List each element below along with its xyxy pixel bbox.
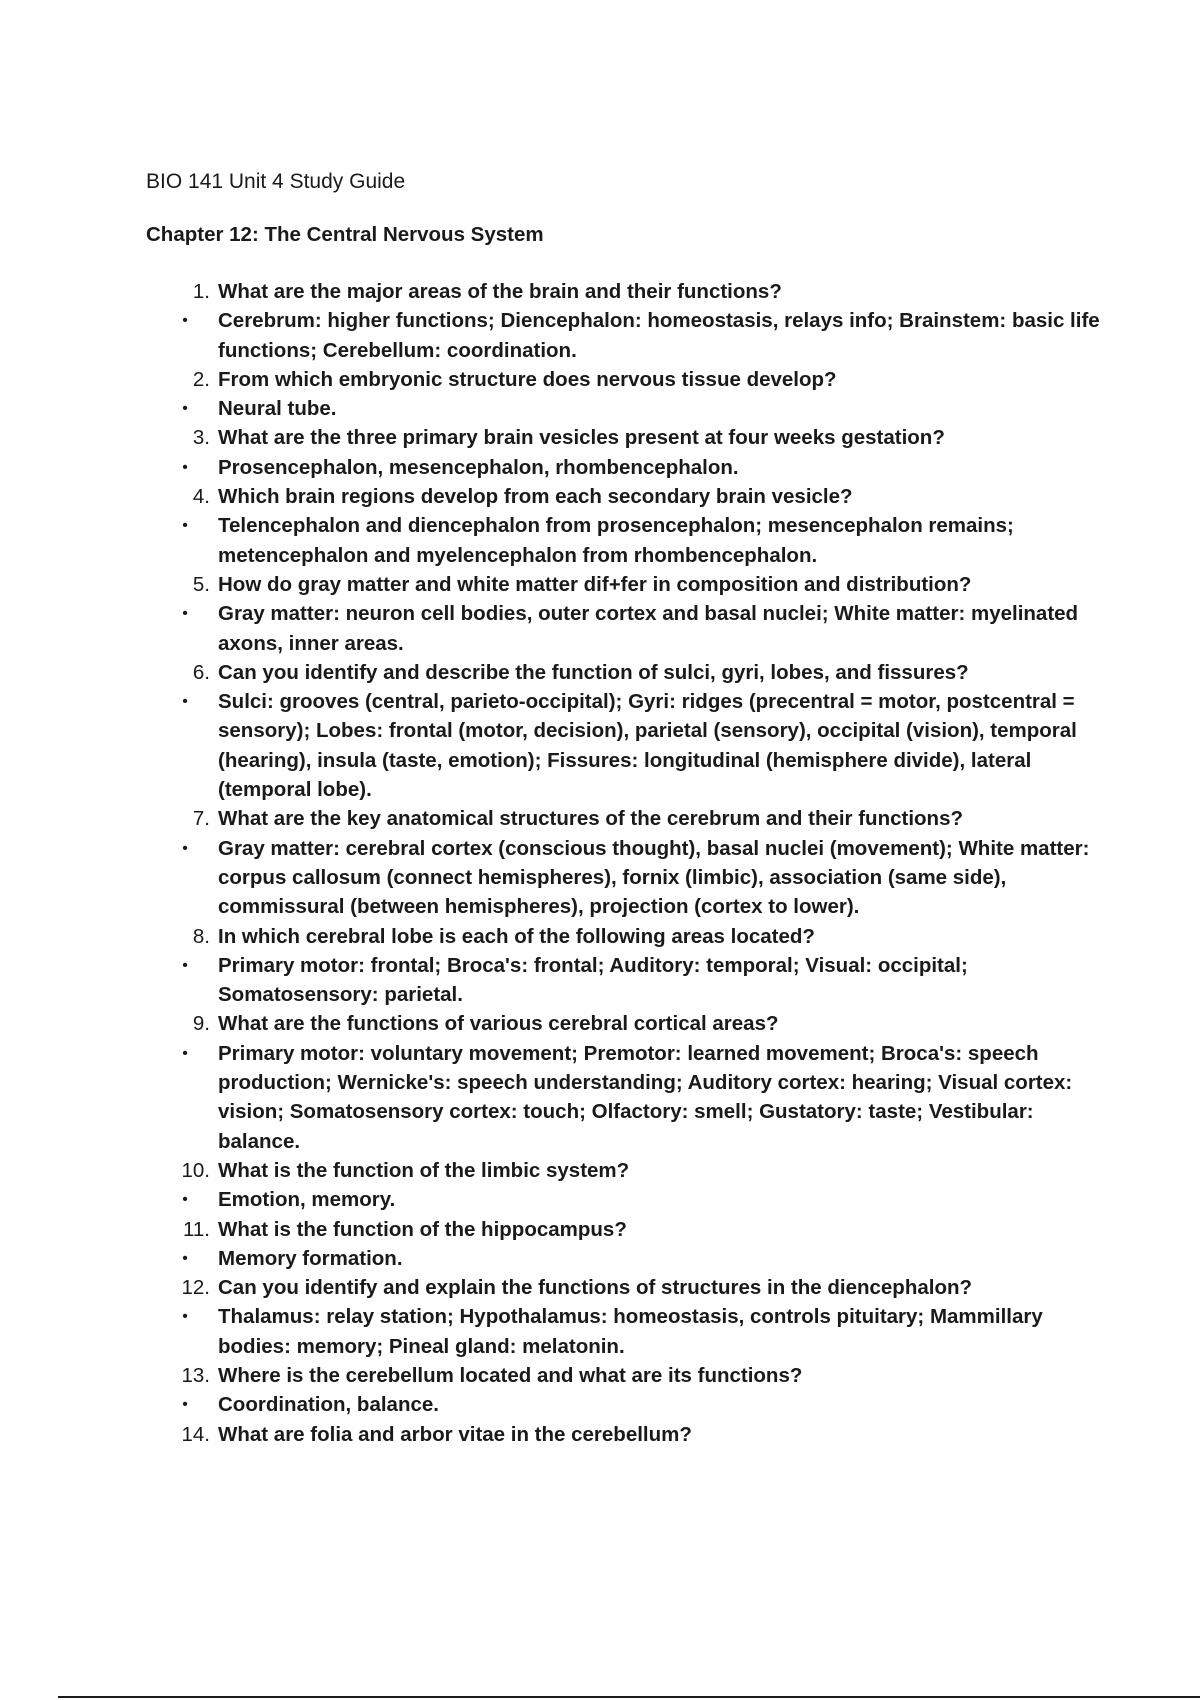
answer-text: Emotion, memory. — [218, 1188, 396, 1212]
answer-item — [170, 1185, 1100, 1214]
question-text: Where is the cerebellum located and what are its functions? — [218, 1363, 803, 1387]
question-text: In which cerebral lobe is each of the following areas located? — [218, 924, 815, 948]
answer-text: Neural tube. — [218, 397, 337, 421]
answer-text: Primary motor: voluntary movement; Premotor: learned movement; Broca's: speech production; Wernicke's: speech understanding; Auditory cortex: hearing; Visual cortex: vision; Somatosensory cortex: touch; Olfactory: smell; Gustatory: taste; Vestibular: balance. — [218, 1041, 1073, 1153]
question-text: Which brain regions develop from each secondary brain vesicle? — [218, 485, 853, 509]
question-number: 10. — [181, 1158, 210, 1182]
document-title: BIO 141 Unit 4 Study Guide — [146, 170, 406, 193]
answer-item — [170, 1039, 1100, 1156]
chapter-heading: Chapter 12: The Central Nervous System — [146, 223, 544, 246]
question-item — [170, 277, 1100, 306]
question-number: 8. — [192, 924, 210, 948]
bullet-marker: • — [182, 605, 188, 623]
answer-text: Primary motor: frontal; Broca's: frontal; Auditory: temporal; Visual: occipital; Somatosensory: parietal. — [218, 953, 968, 1007]
page-bottom-rule — [58, 1696, 1200, 1698]
question-item — [170, 570, 1100, 599]
question-item — [170, 482, 1100, 511]
question-item — [170, 658, 1100, 687]
question-number: 3. — [192, 426, 210, 450]
answer-text: Gray matter: cerebral cortex (conscious thought), basal nuclei (movement); White matter: corpus callosum (connect hemispheres), fornix (limbic), association (same side), commissural (between hemispheres), projection (cortex to lower). — [218, 836, 1090, 919]
answer-text: Cerebrum: higher functions; Diencephalon: homeostasis, relays info; Brainstem: basic life functions; Cerebellum: coordination. — [218, 309, 1100, 362]
answer-text: Memory formation. — [218, 1246, 403, 1270]
answer-text: Gray matter: neuron cell bodies, outer cortex and basal nuclei; White matter: myelinated axons, inner areas. — [218, 602, 1079, 655]
question-item — [170, 423, 1100, 452]
question-text: Can you identify and describe the function of sulci, gyri, lobes, and fissures? — [218, 660, 969, 684]
question-item — [170, 1420, 1100, 1449]
answer-item — [170, 951, 1100, 1010]
bullet-marker: • — [182, 1396, 188, 1414]
bullet-marker: • — [182, 1191, 188, 1209]
question-number: 4. — [192, 485, 210, 509]
answer-text: Telencephalon and diencephalon from prosencephalon; mesencephalon remains; metencephalon and myelencephalon from rhombencephalon. — [218, 514, 1014, 567]
question-number: 14. — [181, 1422, 210, 1446]
bullet-marker: • — [182, 458, 188, 476]
question-text: What are folia and arbor vitae in the cerebellum? — [218, 1422, 692, 1446]
question-text: What are the key anatomical structures of the cerebrum and their functions? — [218, 807, 963, 831]
bullet-marker: • — [182, 1308, 188, 1326]
question-text: What is the function of the limbic system? — [218, 1158, 630, 1182]
answer-text: Prosencephalon, mesencephalon, rhombencephalon. — [218, 455, 739, 479]
question-item — [170, 1156, 1100, 1185]
question-item — [170, 804, 1100, 833]
answer-item — [170, 1244, 1100, 1273]
question-text: From which embryonic structure does nervous tissue develop? — [218, 367, 837, 391]
answer-item — [170, 834, 1100, 922]
question-text: What is the function of the hippocampus? — [218, 1217, 627, 1241]
question-item — [170, 1009, 1100, 1038]
question-text: Can you identify and explain the functions of structures in the diencephalon? — [218, 1276, 973, 1300]
question-number: 6. — [192, 660, 210, 684]
bullet-marker: • — [182, 839, 188, 857]
question-number: 1. — [192, 280, 210, 303]
question-text: What are the three primary brain vesicles present at four weeks gestation? — [218, 426, 945, 450]
question-number: 13. — [181, 1363, 210, 1387]
answer-item — [170, 687, 1100, 804]
answer-text: Coordination, balance. — [218, 1393, 439, 1417]
bullet-marker: • — [182, 956, 188, 974]
bullet-marker: • — [182, 693, 188, 711]
question-number: 11. — [183, 1217, 210, 1241]
answer-item — [170, 453, 1100, 482]
bullet-marker: • — [182, 312, 188, 330]
answer-item — [170, 394, 1100, 423]
question-text: What are the functions of various cerebral cortical areas? — [218, 1012, 779, 1036]
question-number: 9. — [192, 1012, 210, 1036]
question-number: 7. — [192, 807, 210, 831]
answer-item — [170, 1302, 1100, 1361]
question-item — [170, 1361, 1100, 1390]
answer-item — [170, 306, 1100, 365]
question-number: 2. — [192, 367, 210, 391]
answer-text: Sulci: grooves (central, parieto-occipital); Gyri: ridges (precentral = motor, postcentral = sensory); Lobes: frontal (motor, decision), parietal (sensory), occipital (vision), temporal (hearing), insula (taste, emotion); Fissures: longitudinal (hemisphere divide), lateral (temporal lobe). — [218, 690, 1077, 802]
question-answer-list — [170, 277, 1100, 1449]
question-item — [170, 365, 1100, 394]
question-text: What are the major areas of the brain and their functions? — [218, 280, 782, 303]
answer-item — [170, 1390, 1100, 1419]
question-item — [170, 922, 1100, 951]
bullet-marker: • — [182, 400, 188, 418]
question-number: 5. — [192, 572, 210, 596]
answer-item — [170, 511, 1100, 570]
bullet-marker: • — [182, 517, 188, 535]
answer-text: Thalamus: relay station; Hypothalamus: homeostasis, controls pituitary; Mammillary bodies: memory; Pineal gland: melatonin. — [218, 1305, 1043, 1358]
answer-item — [170, 599, 1100, 658]
question-number: 12. — [181, 1276, 210, 1300]
bullet-marker: • — [182, 1044, 188, 1062]
question-item — [170, 1273, 1100, 1302]
question-item — [170, 1215, 1100, 1244]
bullet-marker: • — [182, 1249, 188, 1267]
question-text: How do gray matter and white matter dif+fer in composition and distribution? — [218, 572, 972, 596]
